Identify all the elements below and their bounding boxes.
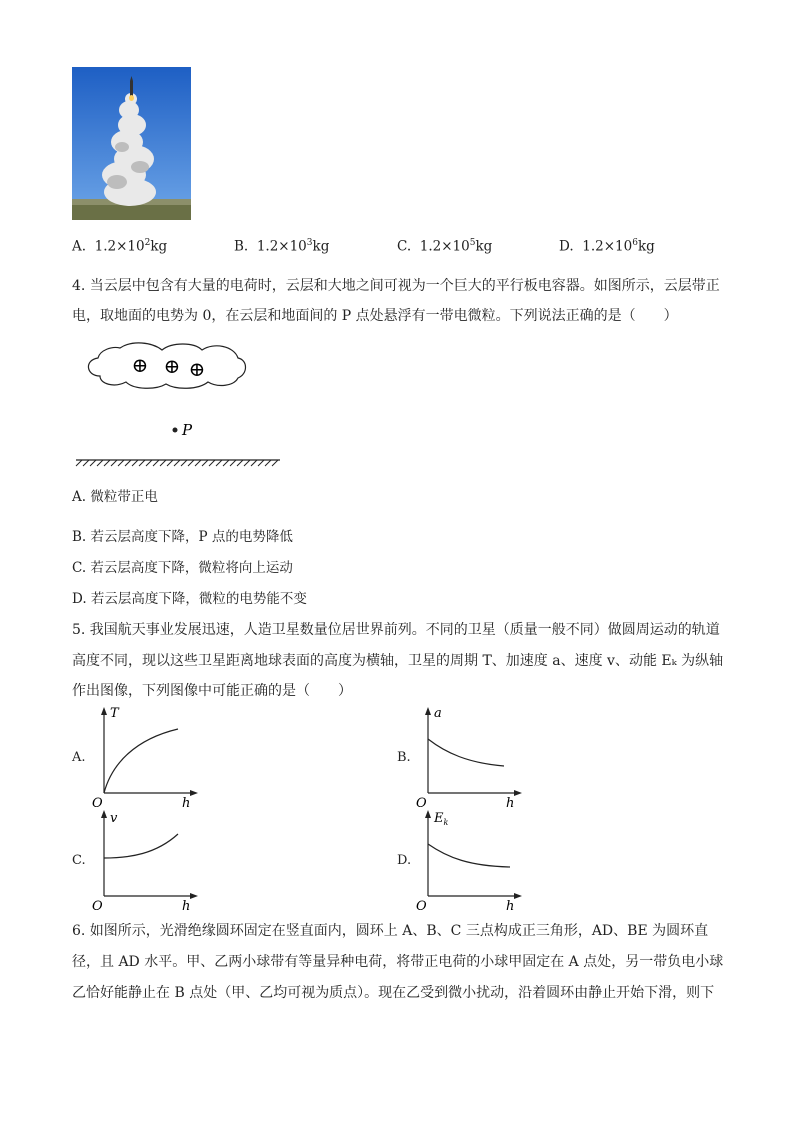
option-letter: A. [72, 238, 87, 255]
positive-charge-icon: ⊕ [131, 353, 149, 377]
q4-option-a: A. 微粒带正电 [72, 489, 158, 505]
q3-option-c: C. $1.2\times 10^5kg$ [397, 238, 493, 255]
y-axis-arrow [101, 707, 107, 715]
origin-label: O [92, 796, 103, 810]
q4-stem-line-1: 4. 当云层中包含有大量的电荷时，云层和大地之间可视为一个巨大的平行板电容器。如图所示，云层带正 [72, 278, 720, 294]
q6-stem-line-3: 乙恰好能静止在 B 点处（甲、乙均可视为质点）。现在乙受到微小扰动，沿着圆环由静止开始下滑，则下 [72, 985, 715, 1001]
q4-option-d: D. 若云层高度下降，微粒的电势能不变 [72, 591, 307, 607]
x-axis-label: h [506, 899, 515, 913]
x-axis-label: h [182, 796, 191, 810]
graph-a [90, 705, 200, 810]
x-axis-label: h [182, 899, 191, 913]
graph-c-letter: C. [72, 853, 86, 868]
y-axis-arrow [101, 810, 107, 818]
positive-charge-icon: ⊕ [163, 354, 181, 378]
origin-label: O [416, 796, 427, 810]
point-p-dot [173, 428, 178, 433]
rocket-launch-photo [72, 67, 191, 220]
q3-option-d: D. $1.2\times 10^6kg$ [559, 238, 655, 255]
y-axis-label: a [434, 706, 442, 721]
q4-option-c: C. 若云层高度下降，微粒将向上运动 [72, 560, 293, 576]
graph-d [414, 808, 524, 913]
q5-stem-line-3: 作出图像，下列图像中可能正确的是（ ） [72, 683, 352, 699]
q6-stem-line-1: 6. 如图所示，光滑绝缘圆环固定在竖直面内，圆环上 A、B、C 三点构成正三角形，AD、BE 为圆环直 [72, 923, 709, 939]
point-p-label: P [182, 421, 193, 439]
y-axis-arrow [425, 810, 431, 818]
y-axis-arrow [425, 707, 431, 715]
curve [104, 729, 178, 793]
q6-stem-line-2: 径，且 AD 水平。甲、乙两小球带有等量异种电荷，将带正电荷的小球甲固定在 A 点处，另一带负电小球 [72, 954, 724, 970]
x-axis-arrow [190, 790, 198, 796]
y-axis-label: T [110, 706, 119, 721]
graph-b-letter: B. [397, 750, 411, 765]
q4-option-b: B. 若云层高度下降，P 点的电势降低 [72, 529, 293, 545]
curve [104, 834, 178, 858]
q3-option-a: A. $1.2\times 10^2kg$ [72, 238, 168, 255]
x-axis-label: h [506, 796, 515, 810]
graph-c [90, 808, 200, 913]
graph-a-letter: A. [72, 750, 86, 765]
graph-d-letter: D. [397, 853, 412, 868]
origin-label: O [416, 899, 427, 913]
x-axis-arrow [190, 893, 198, 899]
q4-stem-line-2: 电，取地面的电势为 0，在云层和地面间的 P 点处悬浮有一带电微粒。下列说法正确的是（ ） [72, 308, 678, 324]
curve [428, 844, 510, 867]
option-letter: C. [397, 238, 412, 255]
y-axis-label: $E_k$ [434, 811, 449, 827]
curve [428, 739, 504, 766]
positive-charge-icon: ⊕ [188, 357, 206, 381]
q5-stem-line-1: 5. 我国航天事业发展迅速，人造卫星数量位居世界前列。不同的卫星（质量一般不同）做圆周运动的轨道 [72, 622, 720, 638]
origin-label: O [92, 899, 103, 913]
q4-cloud-figure [72, 340, 302, 470]
option-letter: B. [234, 238, 249, 255]
x-axis-arrow [514, 790, 522, 796]
y-axis-label: v [110, 811, 118, 826]
q3-option-b: B. $1.2\times 10^3kg$ [234, 238, 330, 255]
q5-stem-line-2: 高度不同，现以这些卫星距离地球表面的高度为横轴，卫星的周期 T、加速度 a、速度 v、动能 Eₖ 为纵轴 [72, 653, 724, 669]
graph-b [414, 705, 524, 810]
x-axis-arrow [514, 893, 522, 899]
option-letter: D. [559, 238, 574, 255]
